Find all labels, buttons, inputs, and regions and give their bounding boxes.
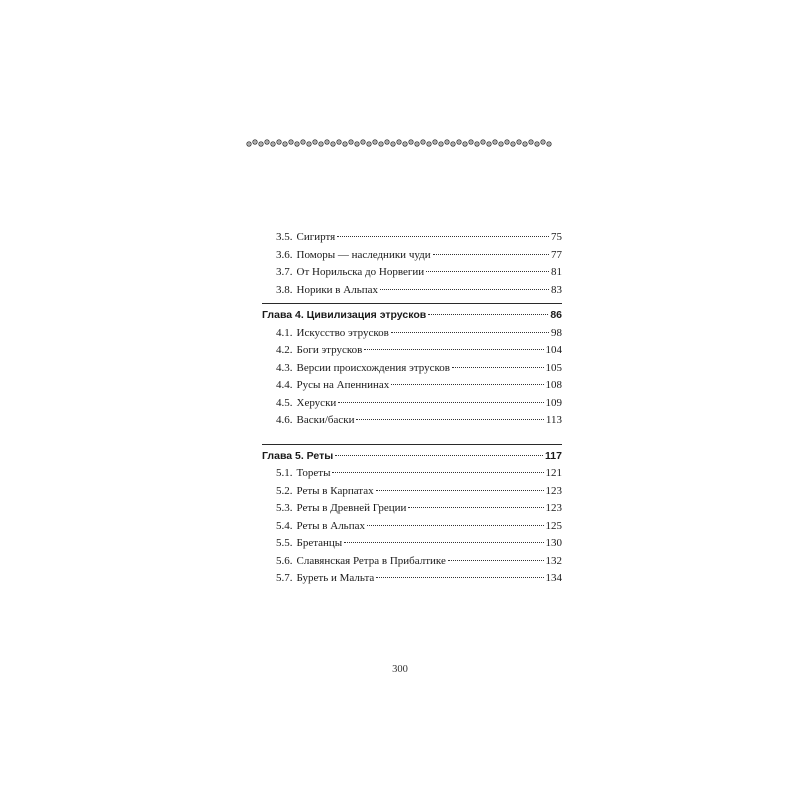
ornament-dot — [326, 141, 327, 142]
ornament-dot — [284, 143, 285, 144]
toc-entry-page: 104 — [545, 344, 562, 356]
toc-entry-title: Реты в Карпатах — [296, 484, 374, 497]
ornament-dot — [374, 141, 375, 142]
ornament-dot — [254, 141, 255, 142]
toc-chapter-title: Глава 4. Цивилизация этрусков — [262, 309, 427, 321]
toc-chapter-page: 117 — [545, 449, 562, 462]
toc-entry-number: 3.7. — [276, 266, 293, 278]
toc-chapter-heading[interactable] — [262, 448, 562, 466]
ornament-dot — [458, 141, 459, 142]
ornament-dot — [416, 143, 417, 144]
dot-leader — [335, 455, 543, 456]
toc-entry-page: 75 — [551, 231, 562, 243]
dot-leader — [367, 525, 544, 526]
ornament-dot — [548, 143, 549, 144]
toc-entry[interactable] — [262, 395, 562, 413]
ornament-dot — [278, 141, 279, 142]
dot-leader — [391, 384, 543, 385]
toc-entry[interactable] — [262, 264, 562, 282]
ornament-dot — [248, 143, 249, 144]
ornament-dot — [308, 143, 309, 144]
toc-entry-page: 134 — [545, 572, 562, 584]
dot-leader — [380, 289, 549, 290]
dot-leader — [408, 507, 543, 508]
toc-entry[interactable] — [262, 535, 562, 553]
dot-leader — [344, 542, 543, 543]
toc-entry-number: 3.6. — [276, 248, 293, 261]
toc-entry-title: Херуски — [296, 396, 337, 409]
toc-entry-title: Васки/баски — [296, 414, 355, 426]
toc-entry-page: 130 — [545, 537, 562, 549]
ornament-dot — [494, 141, 495, 142]
dot-leader — [332, 472, 543, 473]
ornament-dot — [290, 141, 291, 142]
ornament-dot — [272, 143, 273, 144]
ornament-dot — [302, 141, 303, 142]
toc-entry-number: 4.3. — [276, 361, 293, 374]
toc-entry-number: 5.3. — [276, 502, 293, 514]
toc-chapter-page: 86 — [550, 309, 562, 321]
toc-entry-title: Поморы — наследники чуди — [296, 248, 431, 261]
toc-entry-page: 123 — [545, 484, 562, 497]
dot-leader — [364, 349, 543, 350]
toc-entry-title: Тореты — [296, 467, 331, 479]
toc-entry[interactable] — [262, 518, 562, 536]
toc-entry-page: 121 — [545, 467, 562, 479]
toc-entry-title: Версии происхождения этрусков — [296, 361, 450, 374]
ornament-dot — [542, 141, 543, 142]
ornament-dot — [470, 141, 471, 142]
toc-entry-number: 4.5. — [276, 396, 293, 409]
toc-entry[interactable] — [262, 500, 562, 518]
ornament-dot — [500, 143, 501, 144]
dot-leader — [376, 490, 544, 491]
toc-entry[interactable] — [262, 247, 562, 265]
dot-leader — [426, 271, 549, 272]
toc-entry[interactable] — [262, 570, 562, 588]
dot-leader — [452, 367, 544, 368]
ornament-dot — [428, 143, 429, 144]
toc-entry-number: 5.4. — [276, 519, 293, 532]
dot-leader — [428, 314, 548, 315]
toc-entry-number: 4.1. — [276, 326, 293, 339]
toc-entry-number: 4.2. — [276, 344, 293, 356]
toc-entry-page: 77 — [551, 248, 562, 261]
ornament-dot — [320, 143, 321, 144]
ornament-dot — [518, 141, 519, 142]
toc-entry-number: 5.6. — [276, 554, 293, 567]
ornament-dot — [332, 143, 333, 144]
ornament-dot — [530, 141, 531, 142]
toc-entry-number: 5.5. — [276, 537, 293, 549]
toc-entry[interactable] — [262, 229, 562, 247]
ornament-dot — [356, 143, 357, 144]
toc-entry-page: 81 — [551, 266, 562, 278]
ornament-dot — [338, 141, 339, 142]
ornament-dot — [512, 143, 513, 144]
toc-entry-title: Реты в Древней Греции — [296, 502, 407, 514]
ornament-dot — [506, 141, 507, 142]
toc-entry-title: Искусство этрусков — [296, 326, 389, 339]
ornament-dot — [404, 143, 405, 144]
toc-entry-number: 5.7. — [276, 572, 293, 584]
toc-entry-title: Славянская Ретра в Прибалтике — [296, 554, 446, 567]
ornament-dot — [296, 143, 297, 144]
toc-entry[interactable] — [262, 553, 562, 571]
section-divider — [262, 444, 562, 445]
decorative-ornament-border — [246, 138, 554, 148]
toc-entry-number: 4.6. — [276, 414, 293, 426]
dot-leader — [391, 332, 549, 333]
ornament-dot — [368, 143, 369, 144]
toc-entry-title: От Норильска до Норвегии — [296, 266, 425, 278]
ornament-dot — [422, 141, 423, 142]
toc-entry[interactable] — [262, 465, 562, 483]
spacer — [262, 430, 562, 440]
ornament-dot — [386, 141, 387, 142]
ornament-dot — [350, 141, 351, 142]
dot-leader — [338, 402, 543, 403]
toc-entry-number: 5.1. — [276, 467, 293, 479]
toc-entry-number: 5.2. — [276, 484, 293, 497]
ornament-dot — [434, 141, 435, 142]
toc-chapter-heading[interactable] — [262, 307, 562, 325]
page-number: 300 — [392, 664, 408, 675]
table-of-contents — [262, 229, 562, 588]
toc-entry-title: Русы на Апеннинах — [296, 379, 390, 391]
toc-entry-number: 3.8. — [276, 283, 293, 296]
toc-entry-title: Бретанцы — [296, 537, 343, 549]
toc-entry-page: 108 — [545, 379, 562, 391]
toc-entry[interactable] — [262, 412, 562, 430]
ornament-dot — [476, 143, 477, 144]
dot-leader — [376, 577, 543, 578]
ornament-dot — [362, 141, 363, 142]
ornament-dot — [524, 143, 525, 144]
ornament-dot — [482, 141, 483, 142]
toc-entry[interactable] — [262, 325, 562, 343]
ornament-dot — [398, 141, 399, 142]
toc-entry-page: 83 — [551, 283, 562, 296]
toc-entry-title: Норики в Альпах — [296, 283, 378, 296]
toc-entry-title: Боги этрусков — [296, 344, 363, 356]
dot-leader — [448, 560, 544, 561]
toc-entry-page: 109 — [545, 396, 562, 409]
toc-entry-page: 132 — [545, 554, 562, 567]
toc-entry-page: 113 — [545, 414, 562, 426]
ornament-dot — [260, 143, 261, 144]
ornament-dot — [314, 141, 315, 142]
toc-entry[interactable] — [262, 282, 562, 300]
ornament-dot — [266, 141, 267, 142]
toc-entry-page: 98 — [551, 326, 562, 339]
ornament-dot — [344, 143, 345, 144]
ornament-dot — [464, 143, 465, 144]
toc-entry-page: 123 — [545, 502, 562, 514]
toc-entry[interactable] — [262, 342, 562, 360]
ornament-dot — [392, 143, 393, 144]
toc-entry[interactable] — [262, 483, 562, 501]
dot-leader — [433, 254, 549, 255]
ornament-dot — [380, 143, 381, 144]
ornament-dot — [452, 143, 453, 144]
toc-entry-title: Сигиртя — [296, 231, 336, 243]
toc-entry-number: 3.5. — [276, 231, 293, 243]
ornament-dot — [410, 141, 411, 142]
toc-chapter-title: Глава 5. Реты — [262, 449, 334, 462]
dot-leader — [356, 419, 543, 420]
toc-entry-page: 125 — [545, 519, 562, 532]
section-divider — [262, 303, 562, 304]
toc-entry-title: Реты в Альпах — [296, 519, 365, 532]
toc-entry[interactable] — [262, 377, 562, 395]
ornament-dot — [446, 141, 447, 142]
toc-entry-number: 4.4. — [276, 379, 293, 391]
toc-entry-title: Буреть и Мальта — [296, 572, 375, 584]
toc-entry[interactable] — [262, 360, 562, 378]
ornament-dot — [536, 143, 537, 144]
ornament-dot — [440, 143, 441, 144]
ornament-dot — [488, 143, 489, 144]
dot-leader — [337, 236, 549, 237]
toc-entry-page: 105 — [545, 361, 562, 374]
